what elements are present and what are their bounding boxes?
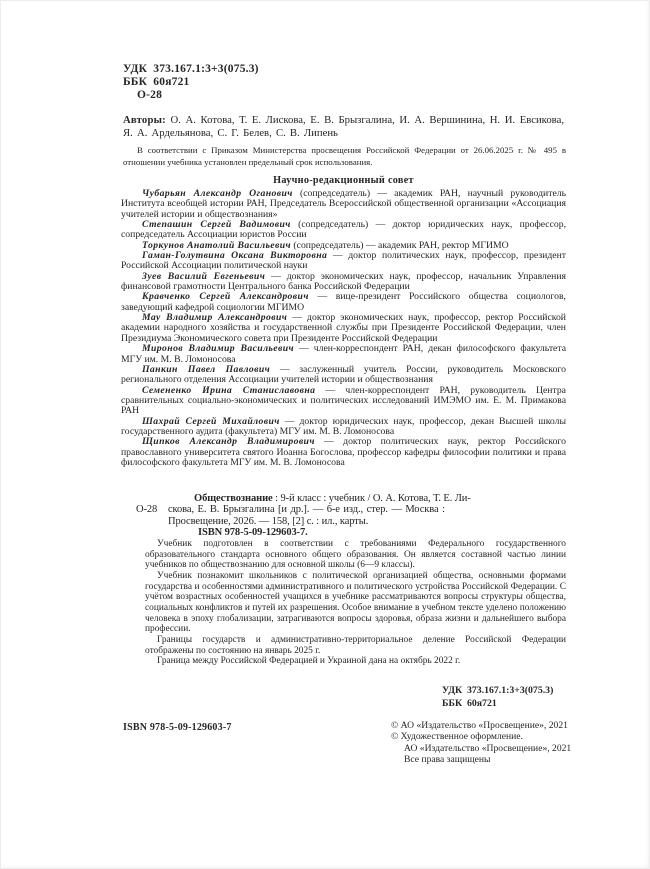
member-name: Торкунов Анатолий Васильевич bbox=[142, 239, 291, 251]
member-description: — доктор экономических наук, профессор, ректор Российской академии народного хозяйства и государственной службы при Президенте Российской Федерации, член Президиума Экономического совета при Президенте Российской Федерации bbox=[121, 312, 566, 344]
council-member bbox=[121, 365, 566, 386]
authors-label: Авторы: bbox=[123, 114, 166, 126]
top-codes-block bbox=[123, 63, 259, 102]
council-member bbox=[121, 251, 566, 272]
member-description: — доктор экономических наук, профессор, начальник Управления финансовой грамотности Центрального банка Российской Федерации bbox=[121, 270, 566, 293]
council-member bbox=[121, 437, 566, 468]
member-description: — заслуженный учитель России, руководитель Московского регионального отделения Ассоциации учителей истории и обществознания bbox=[121, 363, 566, 386]
biblio-line-1-rest: : 9-й класс : учебник / О. А. Котова, Т. Е. Ли- bbox=[272, 493, 471, 504]
council-member bbox=[121, 220, 566, 241]
member-name: Мау Владимир Александрович bbox=[142, 312, 288, 324]
member-name: Зуев Василий Евгеньевич bbox=[142, 270, 266, 282]
annotation-paragraph: Учебник познакомит школьников с политической организацией общества, основными формами государства и особенностями административного и политического устройства Российской Федерации. С учётом возрастных особенностей учащихся в учебнике рассматриваются вопросы структуры общества, социальных конфликтов и путей их разрешения. Особое внимание в учебном тексте уделено положению человека в эпоху глобализации, затрагиваются вопросы здоровья, образа жизни и дальнейшего выбора профессии. bbox=[145, 570, 566, 635]
council-title: Научно-редакционный совет bbox=[273, 175, 414, 186]
member-description: — доктор юридических наук, профессор, декан Высшей школы государственного аудита (факультета) МГУ им. М. В. Ломоносова bbox=[121, 415, 566, 437]
editorial-council bbox=[121, 175, 566, 468]
annotation-paragraph: Учебник подготовлен в соответствии с требованиями Федерального государственного образовательного стандарта основного общего образования. Он является составной частью линии учебников по обществознанию для основной школы (6—9 классы). bbox=[145, 539, 566, 571]
annotation-paragraph: Граница между Российской Федерацией и Украиной дана на октябрь 2022 г. bbox=[157, 656, 461, 667]
member-name: Миронов Владимир Васильевич bbox=[142, 343, 294, 355]
bbk-code-bottom: ББК 60я721 bbox=[442, 697, 497, 709]
member-name: Панкин Павел Павлович bbox=[142, 363, 271, 375]
bbk-code: ББК 60я721 bbox=[123, 76, 190, 88]
council-member bbox=[121, 344, 566, 365]
member-description: — вице-президент Российского общества социологов, заведующий кафедрой социологии МГИМО bbox=[121, 291, 566, 313]
council-member bbox=[121, 189, 566, 220]
member-description: — член-корреспондент РАН, руководитель Центра сравнительных социально-экономических и политических исследований ИМЭМО им. Е. М. Примакова РАН bbox=[121, 384, 566, 417]
council-member bbox=[121, 292, 566, 313]
member-description: — доктор политических наук, ректор Российского православного университета святого Иоанна Богослова, профессор кафедры философии политики и права философского факультета МГУ им. М. В. Ломоносова bbox=[121, 436, 566, 468]
authors-names: О. А. Котова, Т. Е. Лискова, Е. В. Брызгалина, И. А. Вершинина, Н. И. Евсикова, Я. А. Ардельянова, С. Г. Белев, С. В. Липень bbox=[123, 114, 564, 140]
member-name: Чубарьян Александр Оганович bbox=[142, 188, 293, 199]
council-member bbox=[121, 313, 566, 344]
biblio-line-2-text: скова, Е. В. Брызгалина [и др.]. — 6-е изд., стер. — Москва : bbox=[168, 504, 445, 516]
member-description: — доктор политических наук, профессор, президент Российской Ассоциации политической науки bbox=[121, 250, 567, 272]
catalog-code: О-28 bbox=[137, 89, 163, 101]
biblio-line-3: Просвещение, 2026. — 158, [2] с. : ил., карты. bbox=[168, 515, 369, 527]
footer-isbn: ISBN 978-5-09-129603-7 bbox=[123, 722, 232, 733]
catalog-code-margin: О-28 bbox=[136, 504, 158, 516]
udk-code: УДК 373.167.1:3+3(075.3) bbox=[123, 63, 259, 75]
authors-line bbox=[123, 114, 564, 141]
copyright-line: АО «Издательство «Просвещение», 2021 bbox=[404, 742, 572, 754]
member-name: Кравченко Сергей Александрович bbox=[142, 291, 309, 303]
annotation-block bbox=[145, 539, 566, 667]
member-description: (сопредседатель) — академик РАН, ректор МГИМО bbox=[291, 239, 509, 251]
member-name: Гаман-Голутвина Оксана Викторовна bbox=[142, 250, 328, 262]
copyright-line: Все права защищены bbox=[404, 753, 491, 765]
isbn-record-line: ISBN 978-5-09-129603-7. bbox=[198, 527, 308, 539]
udk-code-bottom: УДК 373.167.1:3+3(075.3) bbox=[442, 685, 554, 696]
usage-term-note: В соответствии с Приказом Министерства просвещения Российской Федерации от 26.06.2025 г. № 495 в отношении учебника установлен предельный срок использования. bbox=[123, 145, 566, 167]
member-description: (сопредседатель) — доктор юридических наук, профессор, сопредседатель Ассоциации юристов России bbox=[121, 219, 566, 241]
member-name: Степашин Сергей Вадимович bbox=[142, 219, 291, 231]
council-member bbox=[121, 417, 566, 438]
member-description: — член-корреспондент РАН, декан философского факультета МГУ им. М. В. Ломоносова bbox=[121, 343, 566, 365]
member-name: Семененко Ирина Станиславовна bbox=[142, 384, 316, 396]
bibliographic-record bbox=[136, 493, 570, 539]
biblio-line-2 bbox=[136, 504, 570, 516]
book-title: Обществознание bbox=[194, 493, 273, 504]
copyright-line: © АО «Издательство «Просвещение», 2021 bbox=[391, 720, 568, 731]
council-member bbox=[121, 386, 566, 417]
member-name: Шахрай Сергей Михайлович bbox=[142, 415, 280, 427]
copyright-block bbox=[391, 720, 571, 765]
annotation-paragraph: Границы государств и административно-территориальное деление Российской Федерации отображены по состоянию на январь 2025 г. bbox=[145, 634, 566, 656]
copyright-line: © Художественное оформление. bbox=[391, 731, 523, 743]
council-member bbox=[121, 272, 566, 293]
biblio-line-1 bbox=[168, 493, 570, 504]
member-name: Щипков Александр Владимирович bbox=[142, 436, 315, 448]
bottom-codes-block bbox=[442, 685, 553, 710]
member-description: (сопредседатель) — академик РАН, научный руководитель Института всеобщей истории РАН, Председатель Всероссийской общественной организации «Ассоциация учителей истории и обществознания» bbox=[121, 188, 566, 220]
